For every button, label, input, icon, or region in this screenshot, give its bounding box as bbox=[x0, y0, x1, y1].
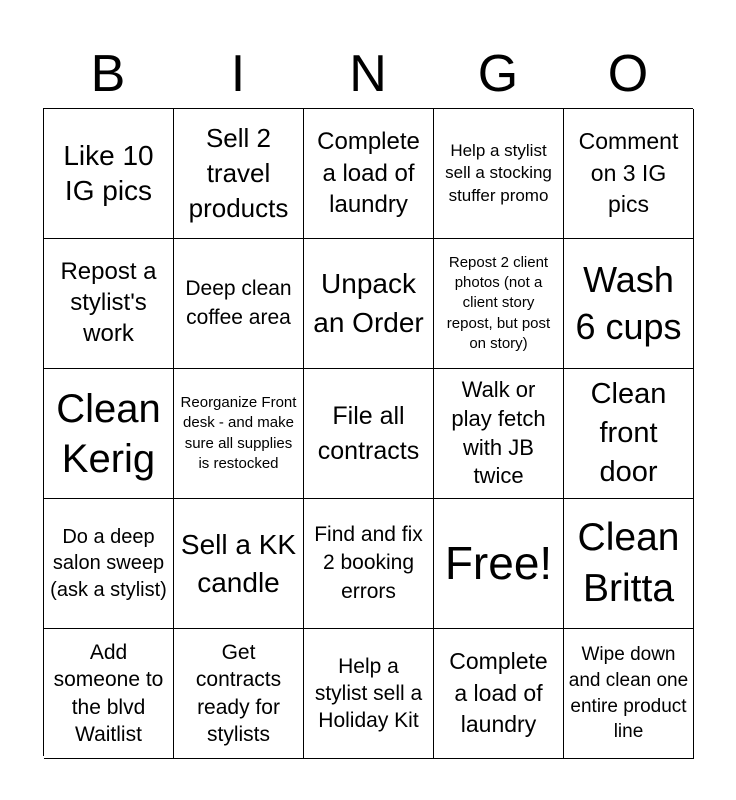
header-letter-i: I bbox=[230, 45, 246, 103]
bingo-cell-r5c2[interactable]: Get contracts ready for stylists bbox=[174, 629, 304, 759]
header-letter-n: N bbox=[349, 45, 387, 103]
bingo-cell-r2c5[interactable]: Wash 6 cups bbox=[564, 239, 694, 369]
bingo-cell-r3c4[interactable]: Walk or play fetch with JB twice bbox=[434, 369, 564, 499]
bingo-header bbox=[43, 38, 693, 108]
bingo-cell-r1c1[interactable]: Like 10 IG pics bbox=[44, 109, 174, 239]
bingo-cell-r3c1[interactable]: Clean Kerig bbox=[44, 369, 174, 499]
bingo-cell-r5c3[interactable]: Help a stylist sell a Holiday Kit bbox=[304, 629, 434, 759]
header-letter-o: O bbox=[607, 45, 649, 103]
bingo-cell-r4c5[interactable]: Clean Britta bbox=[564, 499, 694, 629]
bingo-cell-r1c2[interactable]: Sell 2 travel products bbox=[174, 109, 304, 239]
bingo-cell-r5c1[interactable]: Add someone to the blvd Waitlist bbox=[44, 629, 174, 759]
bingo-cell-r4c3[interactable]: Find and fix 2 booking errors bbox=[304, 499, 434, 629]
bingo-cell-r1c5[interactable]: Comment on 3 IG pics bbox=[564, 109, 694, 239]
bingo-cell-r2c1[interactable]: Repost a stylist's work bbox=[44, 239, 174, 369]
bingo-cell-r5c5[interactable]: Wipe down and clean one entire product line bbox=[564, 629, 694, 759]
bingo-cell-r2c3[interactable]: Unpack an Order bbox=[304, 239, 434, 369]
bingo-cell-r5c4[interactable]: Complete a load of laundry bbox=[434, 629, 564, 759]
bingo-cell-r2c4[interactable]: Repost 2 client photos (not a client story repost, but post on story) bbox=[434, 239, 564, 369]
bingo-cell-r3c5[interactable]: Clean front door bbox=[564, 369, 694, 499]
bingo-cell-r2c2[interactable]: Deep clean coffee area bbox=[174, 239, 304, 369]
bingo-cell-free[interactable]: Free! bbox=[434, 499, 564, 629]
bingo-cell-r4c2[interactable]: Sell a KK candle bbox=[174, 499, 304, 629]
bingo-card bbox=[43, 108, 693, 756]
header-letter-g: G bbox=[477, 45, 519, 103]
bingo-cell-r1c4[interactable]: Help a stylist sell a stocking stuffer promo bbox=[434, 109, 564, 239]
bingo-cell-r3c3[interactable]: File all contracts bbox=[304, 369, 434, 499]
header-letter-b: B bbox=[90, 45, 126, 103]
bingo-cell-r3c2[interactable]: Reorganize Front desk - and make sure all supplies is restocked bbox=[174, 369, 304, 499]
bingo-cell-r1c3[interactable]: Complete a load of laundry bbox=[304, 109, 434, 239]
bingo-cell-r4c1[interactable]: Do a deep salon sweep (ask a stylist) bbox=[44, 499, 174, 629]
